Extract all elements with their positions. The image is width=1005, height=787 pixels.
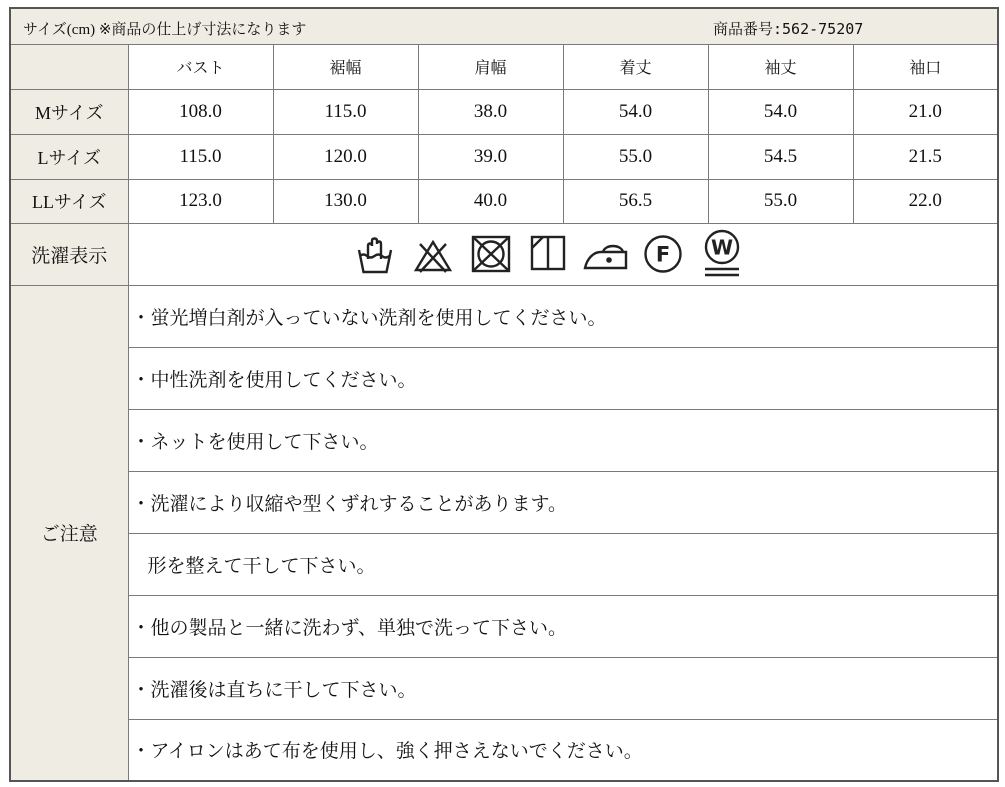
note-row <box>10 347 998 409</box>
chart-title: サイズ(cm) ※商品の仕上げ寸法になります <box>23 22 307 38</box>
column-header-cuff-width: 袖口 <box>853 44 998 89</box>
note-row <box>10 719 998 781</box>
size-row-m <box>10 89 998 134</box>
iron-low-temperature-icon <box>583 241 629 271</box>
size-value-cell: 54.5 <box>708 134 853 179</box>
size-value-cell: 40.0 <box>418 179 563 223</box>
note-row <box>10 533 998 595</box>
size-value-cell: 38.0 <box>418 89 563 134</box>
column-header-body-length: 着丈 <box>563 44 708 89</box>
size-label: Mサイズ <box>10 89 128 134</box>
size-value-cell: 115.0 <box>128 134 273 179</box>
do-not-bleach-icon <box>414 239 452 273</box>
size-row-ll <box>10 179 998 223</box>
column-header-bust: バスト <box>128 44 273 89</box>
note-row <box>10 471 998 533</box>
note-row <box>10 285 998 347</box>
size-value-cell: 56.5 <box>563 179 708 223</box>
wet-clean-very-mild-icon <box>701 229 743 279</box>
note-row <box>10 657 998 719</box>
title-cell <box>10 8 998 44</box>
care-label-row <box>10 223 998 285</box>
note-row <box>10 409 998 471</box>
note-row <box>10 595 998 657</box>
size-value-cell: 54.0 <box>708 89 853 134</box>
size-label: Lサイズ <box>10 134 128 179</box>
corner-cell <box>10 44 128 89</box>
do-not-tumble-dry-icon <box>471 235 511 273</box>
size-label: LLサイズ <box>10 179 128 223</box>
note-item: ・蛍光増白剤が入っていない洗剤を使用してください。 <box>128 285 998 347</box>
care-symbols <box>129 224 997 285</box>
size-value-cell: 123.0 <box>128 179 273 223</box>
size-value-cell: 21.5 <box>853 134 998 179</box>
wet-clean-letter: W <box>710 235 733 259</box>
size-value-cell: 55.0 <box>708 179 853 223</box>
size-value-cell: 21.0 <box>853 89 998 134</box>
note-item: ・ネットを使用して下さい。 <box>128 409 998 471</box>
care-symbols-cell <box>128 223 998 285</box>
size-value-cell: 55.0 <box>563 134 708 179</box>
care-label-title: 洗濯表示 <box>10 223 128 285</box>
size-value-cell: 115.0 <box>273 89 418 134</box>
note-item-continuation: 形を整えて干して下さい。 <box>128 533 998 595</box>
size-row-l <box>10 134 998 179</box>
line-dry-in-shade-icon <box>530 235 566 271</box>
note-item: ・洗濯後は直ちに干して下さい。 <box>128 657 998 719</box>
note-item: ・他の製品と一緒に洗わず、単独で洗って下さい。 <box>128 595 998 657</box>
notes-label: ご注意 <box>10 285 128 781</box>
column-header-sleeve-length: 袖丈 <box>708 44 853 89</box>
size-value-cell: 22.0 <box>853 179 998 223</box>
size-chart-table <box>9 7 999 782</box>
column-header-hem-width: 裾幅 <box>273 44 418 89</box>
size-value-cell: 108.0 <box>128 89 273 134</box>
dry-clean-letter: F <box>655 242 670 266</box>
size-value-cell: 120.0 <box>273 134 418 179</box>
column-header-row <box>10 44 998 89</box>
size-value-cell: 130.0 <box>273 179 418 223</box>
note-item: ・アイロンはあて布を使用し、強く押さえないでください。 <box>128 719 998 781</box>
note-item: ・洗濯により収縮や型くずれすることがあります。 <box>128 471 998 533</box>
note-item: ・中性洗剤を使用してください。 <box>128 347 998 409</box>
column-header-shoulder-width: 肩幅 <box>418 44 563 89</box>
size-value-cell: 39.0 <box>418 134 563 179</box>
hand-wash-icon <box>356 237 394 275</box>
title-row <box>10 8 998 44</box>
dry-clean-petroleum-icon <box>643 234 683 274</box>
size-value-cell: 54.0 <box>563 89 708 134</box>
product-number: 商品番号:562-75207 <box>713 20 864 38</box>
